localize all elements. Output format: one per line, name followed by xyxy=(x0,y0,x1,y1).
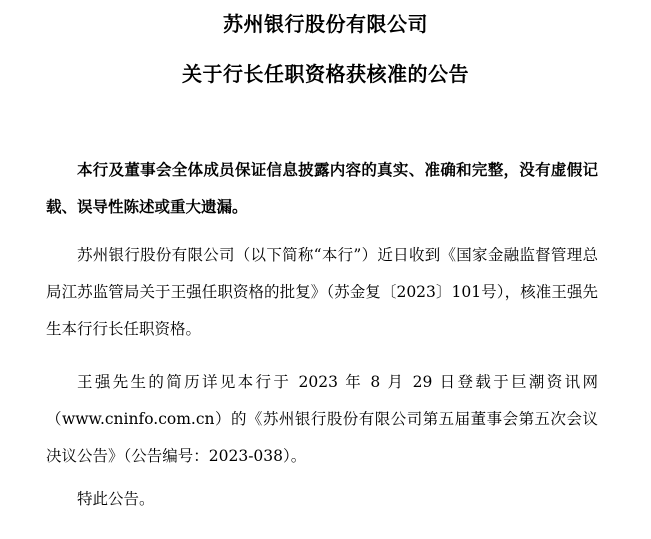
disclaimer-statement: 本行及董事会全体成员保证信息披露内容的真实、准确和完整，没有虚假记载、误导性陈述或重大遗漏。 xyxy=(46,161,598,216)
announcement-title: 关于行长任职资格获核准的公告 xyxy=(182,62,469,86)
resume-reference-paragraph: 王强先生的简历详见本行于 2023 年 8 月 29 日登载于巨潮资讯网（www.cninfo.com.cn）的《苏州银行股份有限公司第五届董事会第五次会议决议公告》（公告编号：2023-038）。 xyxy=(46,373,598,465)
approval-paragraph: 苏州银行股份有限公司（以下简称“本行”）近日收到《国家金融监督管理总局江苏监管局关于王强任职资格的批复》（苏金复〔2023〕101号），核准王强先生本行行长任职资格。 xyxy=(46,246,598,338)
closing-statement: 特此公告。 xyxy=(77,490,155,508)
company-name-heading: 苏州银行股份有限公司 xyxy=(223,12,428,36)
